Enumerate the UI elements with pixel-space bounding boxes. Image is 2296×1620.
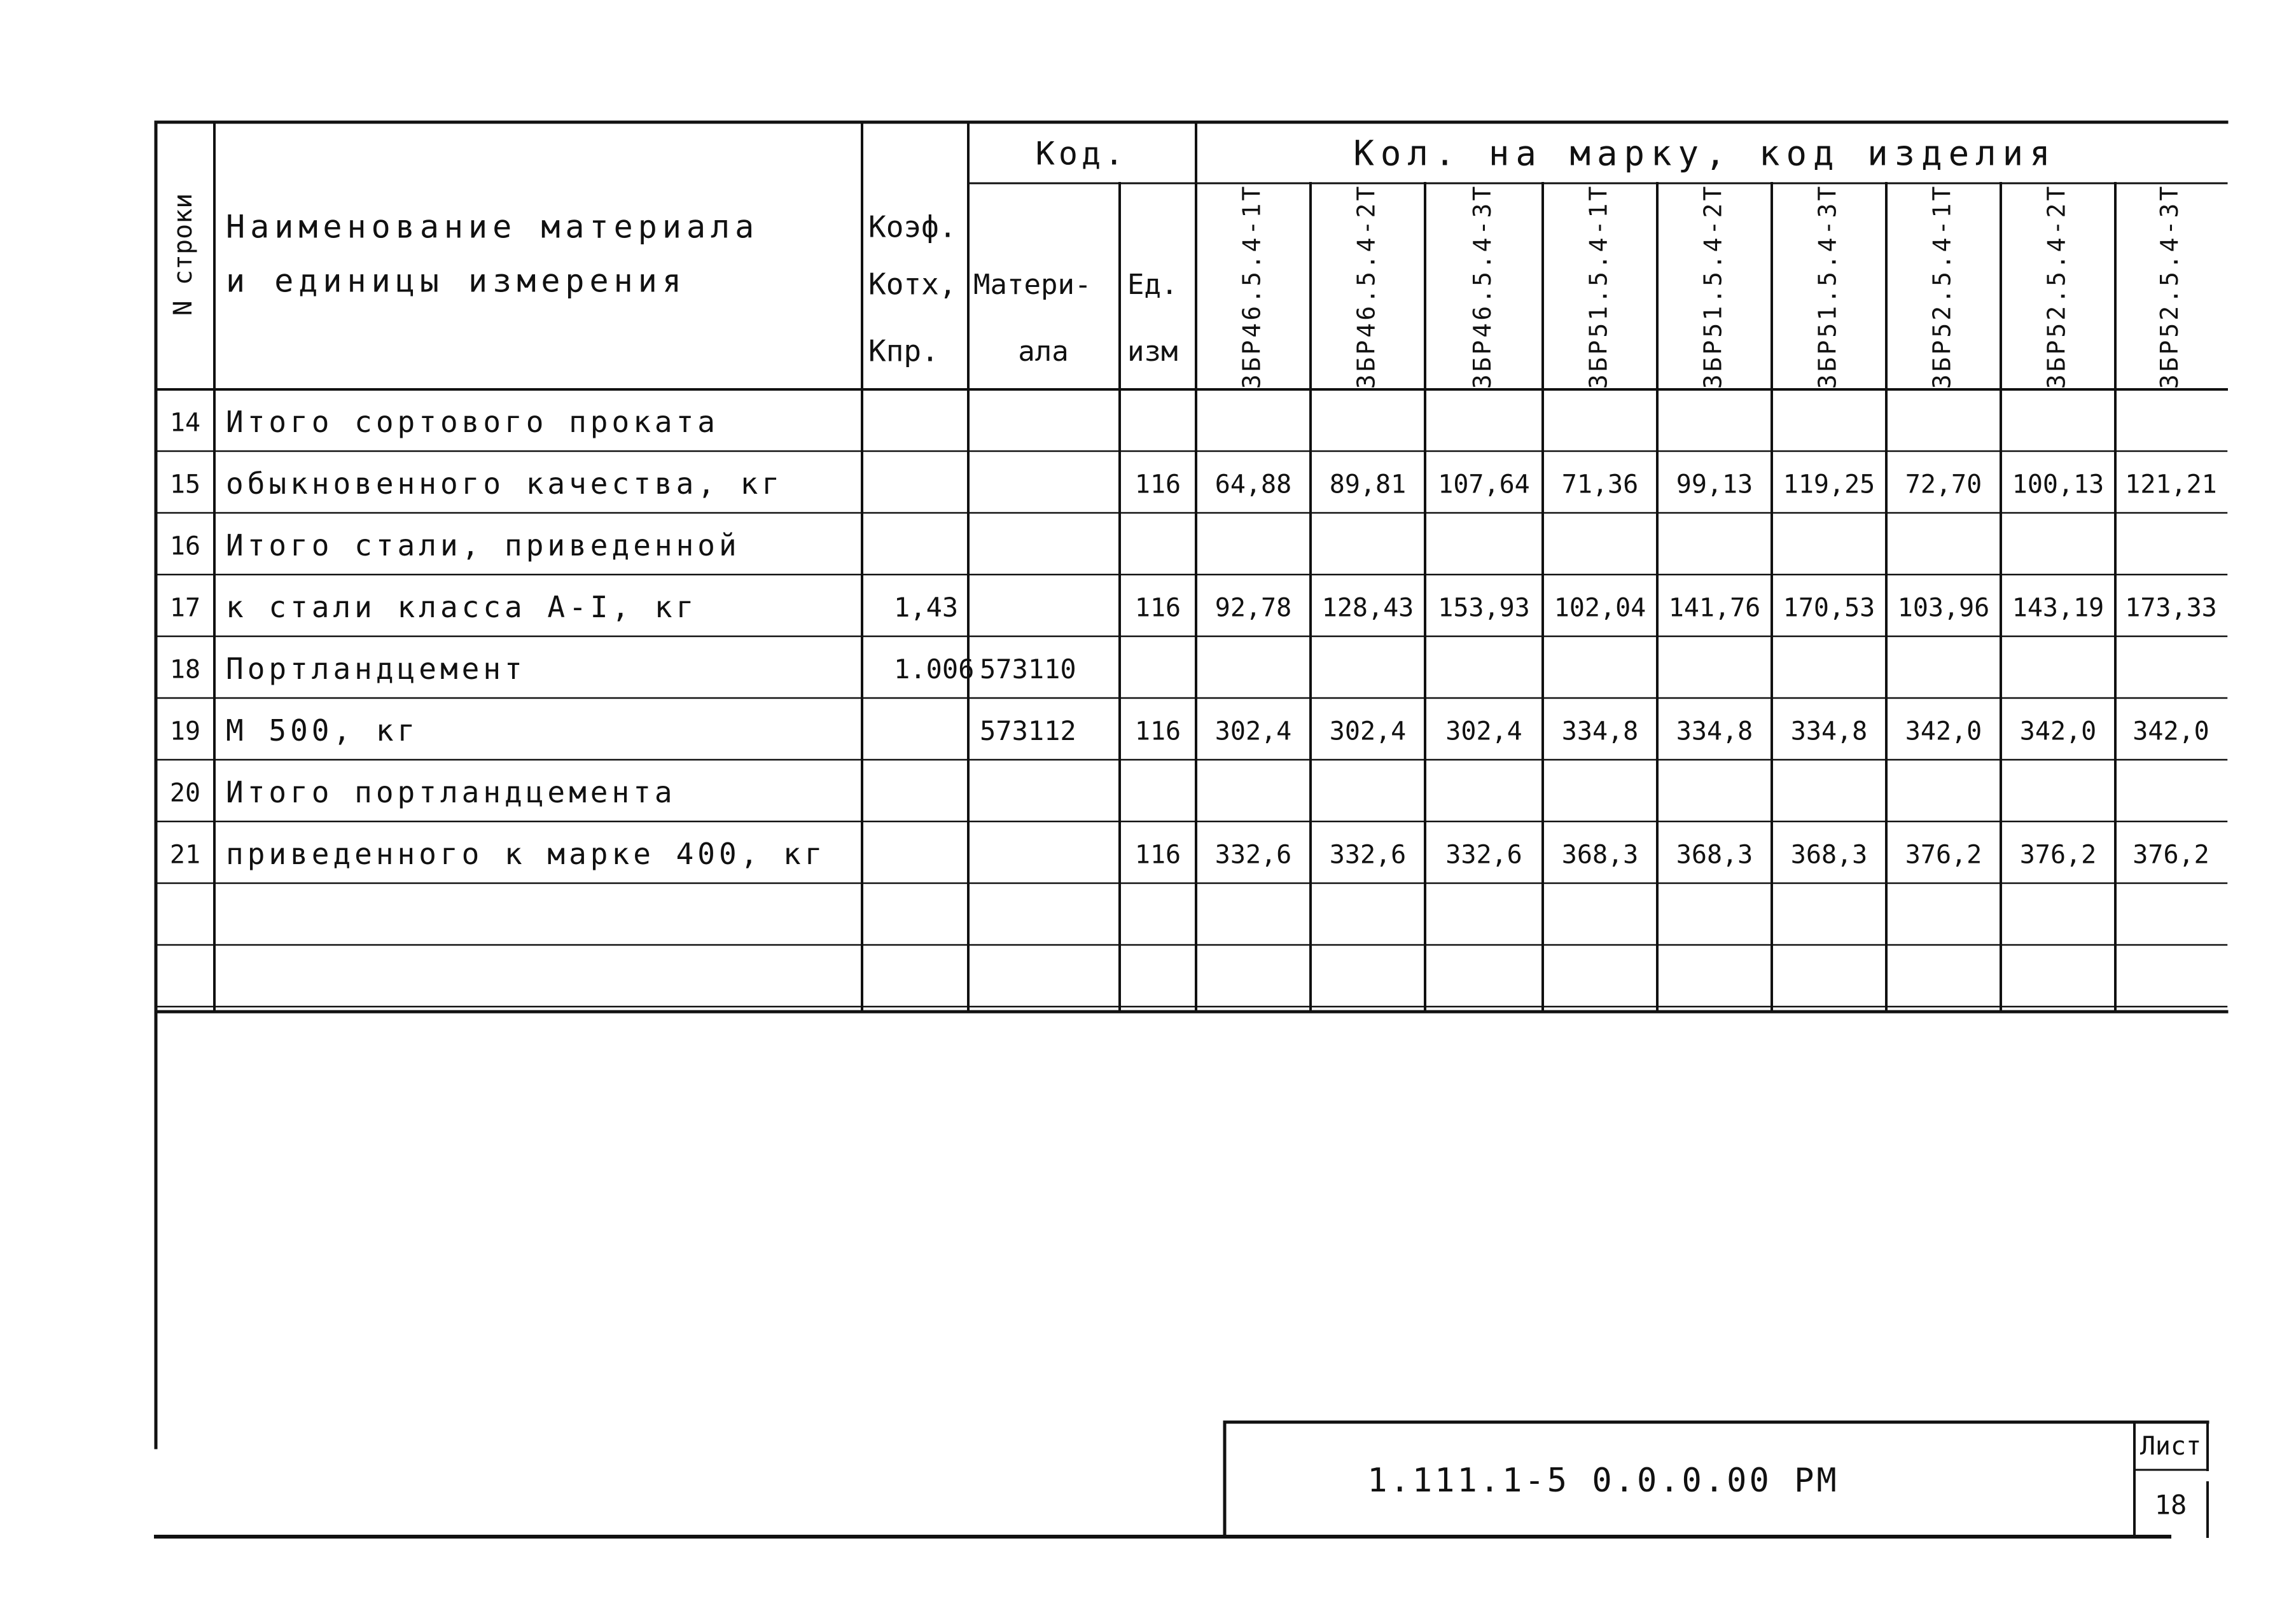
product-code-header: 3БР51.5.4-3Т	[1813, 183, 1842, 389]
quantity-value: 334,8	[1676, 716, 1753, 746]
material-header-line2: ала	[1018, 335, 1069, 368]
unit-code: 116	[1134, 716, 1181, 746]
product-code-header: 3БР46.5.4-2Т	[1352, 183, 1381, 389]
product-code-header: 3БР52.5.4-1Т	[1928, 183, 1956, 389]
quantity-value: 368,3	[1790, 840, 1868, 870]
unit-header-line1: Ед.	[1127, 269, 1178, 301]
row-number: 15	[169, 470, 201, 499]
unit-code: 116	[1134, 470, 1181, 499]
sheet-label: Лист	[2139, 1432, 2202, 1461]
quantity-value: 302,4	[1329, 716, 1407, 746]
quantity-value: 334,8	[1561, 716, 1639, 746]
drawing-designation: 1.111.1-5 0.0.0.00 РМ	[1367, 1462, 1839, 1500]
quantity-value: 64,88	[1214, 470, 1292, 499]
product-code-header: 3БР51.5.4-2Т	[1699, 183, 1727, 389]
quantity-value: 153,93	[1438, 593, 1530, 623]
quantity-value: 376,2	[2132, 840, 2209, 870]
material-name: Итого портландцемента	[226, 775, 676, 809]
quantity-value: 102,04	[1554, 593, 1646, 623]
row-number: 19	[169, 716, 201, 746]
product-code-header: 3БР51.5.4-1Т	[1584, 183, 1613, 389]
quantity-value: 173,33	[2125, 593, 2217, 623]
material-name: приведенного к марке 400, кг	[226, 837, 826, 871]
quantity-value: 128,43	[1321, 593, 1414, 623]
product-code-header: 3БР46.5.4-3Т	[1468, 183, 1496, 389]
unit-code: 116	[1134, 593, 1181, 623]
row-number: 18	[169, 655, 201, 685]
coef-value: 1.006	[894, 653, 975, 685]
quantity-value: 334,8	[1790, 716, 1868, 746]
quantity-value: 107,64	[1438, 470, 1530, 499]
product-code-header: 3БР52.5.4-2Т	[2042, 183, 2071, 389]
quantity-value: 99,13	[1676, 470, 1753, 499]
row-number: 16	[169, 531, 201, 561]
quantity-value: 100,13	[2012, 470, 2105, 499]
quantity-value: 170,53	[1783, 593, 1875, 623]
quantity-value: 302,4	[1214, 716, 1292, 746]
quantity-value: 302,4	[1445, 716, 1522, 746]
material-name: Итого сортового проката	[226, 405, 719, 439]
material-name: Портландцемент	[226, 652, 526, 686]
coef-value: 1,43	[894, 592, 959, 623]
unit-code: 116	[1134, 840, 1181, 870]
name-header-line1: Наименование материала	[226, 208, 760, 246]
row-number-header: N строки	[169, 193, 198, 316]
row-number: 21	[169, 840, 201, 870]
quantity-value: 121,21	[2125, 470, 2217, 499]
quantity-value: 89,81	[1329, 470, 1407, 499]
product-code-header: 3БР46.5.4-1Т	[1237, 183, 1266, 389]
table-grid	[156, 122, 2227, 1537]
quantity-value: 143,19	[2012, 593, 2105, 623]
quantity-value: 119,25	[1783, 470, 1875, 499]
quantity-value: 92,78	[1214, 593, 1292, 623]
coef-header-line2: Котх,	[868, 267, 957, 302]
coef-header-line1: Коэф.	[868, 209, 957, 244]
quantity-value: 141,76	[1668, 593, 1761, 623]
quantity-value: 376,2	[2019, 840, 2097, 870]
qty-header: Кол. на марку, код изделия	[1353, 133, 2057, 174]
quantity-value: 72,70	[1905, 470, 1982, 499]
quantity-value: 71,36	[1561, 470, 1639, 499]
coef-header-line3: Кпр.	[868, 333, 939, 368]
material-header-line1: Матери-	[973, 269, 1092, 301]
row-number: 20	[169, 778, 201, 808]
quantity-value: 332,6	[1329, 840, 1407, 870]
quantity-value: 368,3	[1676, 840, 1753, 870]
product-code-header: 3БР52.5.4-3Т	[2155, 183, 2183, 389]
material-name: Итого стали, приведенной	[226, 528, 741, 562]
name-header-line2: и единицы измерения	[226, 262, 686, 300]
material-name: обыкновенного качества, кг	[226, 466, 784, 501]
table-text	[169, 134, 2217, 1521]
unit-header-line2: изм	[1127, 335, 1178, 368]
quantity-value: 332,6	[1445, 840, 1522, 870]
sheet-number: 18	[2154, 1489, 2187, 1521]
code-header: Код.	[1035, 135, 1128, 172]
quantity-value: 368,3	[1561, 840, 1639, 870]
material-name: к стали класса А-I, кг	[226, 590, 698, 624]
quantity-value: 342,0	[2019, 716, 2097, 746]
row-number: 17	[169, 593, 201, 623]
quantity-value: 342,0	[2132, 716, 2209, 746]
quantity-value: 376,2	[1905, 840, 1982, 870]
quantity-value: 342,0	[1905, 716, 1982, 746]
material-code: 573112	[980, 715, 1076, 746]
quantity-value: 103,96	[1897, 593, 1990, 623]
row-number: 14	[169, 408, 201, 438]
quantity-value: 332,6	[1214, 840, 1292, 870]
material-name: М 500, кг	[226, 713, 419, 748]
material-code: 573110	[980, 653, 1076, 685]
